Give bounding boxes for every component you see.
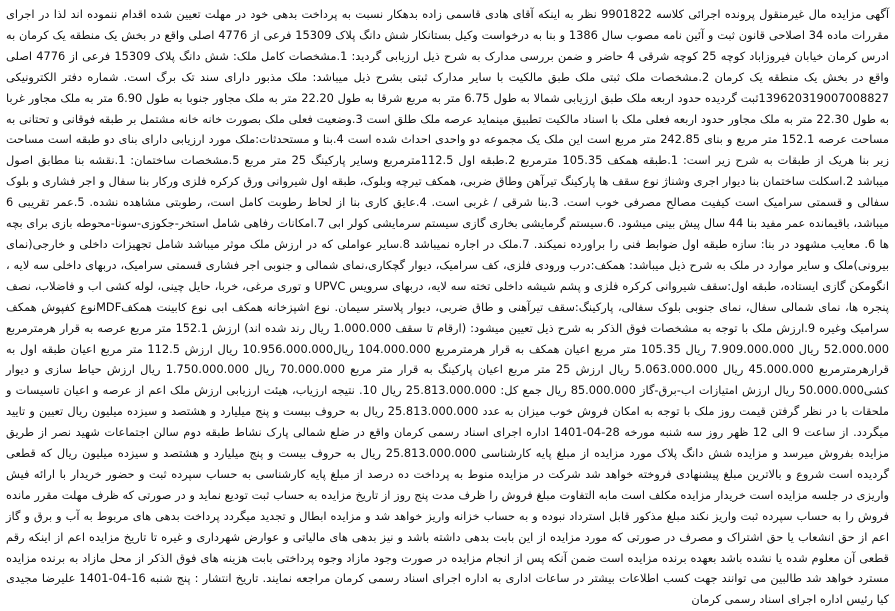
auction-notice-text: آگهی مزایده مال غیرمنقول پرونده اجرائی کلاسه 9901822 نظر به اینکه آقای هادی قاسمی زاده بدهکار نسبت به پرداخت بدهی خود در مهلت تعیین شده اقدام ننموده اند لذا در اجرای مقررات ماده 34 اصلاحی قانون ثبت و آئین نامه مصوب سال 1386 و بنا به درخواست وکیل بستانکار شش دانگ پلاک 15309 فرعی از 4776 اصلی واقع در بخش یک منطقه یک کرمان به ادرس کرمان خیابان فیروزاباد کوچه 25 کوچه شرقی 4 حاضر و ضمن بررسی مدارک به شرح ذیل ارزیابی گردید: 1.مشخصات کامل ملک: شش دانگ پلاک 15309 فرعی از 4776 اصلی واقع در بخش یک منطقه یک کرمان 2.مشخصات ملک ثبتی ملک طبق مالکیت با سایر مدارک ثبتی بشرح ذیل میباشد: ملک مذبور دارای سند تک برگ است. شماره دفتر الکترونیکی 139620319007008827ثبت گردیده حدود اربعه ملک طبق ارزیابی شمالا به طول 6.75 متر به مربع شرقا به طول 22.20 متر به ملک مجاور جنوبا به طول 6.90 متر به ملک مجاور غربا به طول 22.30 متر به ملک مجاور حدود اربعه فعلی ملک با اسناد مالکیت تطبیق مینماید عرصه ملک طلق است 3.وضعیت فعلی ملک بصورت خانه خانه مشتمل بر طبقه فوقانی و تحتانی به مساحت عرصه 152.1 متر مربع و بنای 242.85 متر مربع است این ملک یک مجموعه دو واحدی احداث شده است 4.بنا و مستحدثات:ملک مورد ارزیابی دارای بنای دو طبقه است مساحت زیر بنا هریک از طبقات به شرح زیر است: 1.طبقه همکف 105.35 مترمربع 2.طبقه اول 112.5مترمربع وسایر پارکینگ 25 متر مربع 5.مشخصات ساختمان: 1.نقشه بنا مطابق اصول میباشد 2.اسکلت ساختمان بنا دیوار اجری وشناژ نوع سقف ها پارکینگ تیرآهن وطاق ضربی، همکف تیرچه وبلوک، طبقه اول شیروانی ورق کرکره فلزی ورکار بنا سفال و اجر فشاری و بلوک سفالی و قسمتی سرامیک است کیفیت مصالح مصرفی خوب است. 3.بنا شرقی / غربی است. 4.عایق کاری بنا از لحاظ رطوبت کامل است، رطوبتی مشاهده نشده. 5.عمر تقریبی 6 میباشد، باقیمانده عمر مفید بنا 44 سال پیش بینی میشود. 6.سیستم گرمایشی بخاری گازی سیستم سرمایشی کولر ابی 7.امکانات رفاهی شامل استخر-جکوزی-سونا-محوطه بازی برای بچه ها 6. معایب مشهود در بنا: سازه طبقه اول ضوابط فنی را براورده نمیکند. 7.ملک در اجاره نمیباشد 8.سایر عواملی که در ارزش ملک موثر میباشد شامل تجهیزات داخلی و خارجی(نمای بیرونی)ملک و سایر موارد در ملک به شرح ذیل میباشد: همکف:درب ورودی فلزی، کف سرامیک، دیوار گچکاری،نمای شمالی و جنوبی اجر فشاری قسمتی سرامیک، دربهای داخلی سه لایه ، انگومکن گازی ایستاده، طبقه اول:سقف شیروانی کرکره فلزی و پشم شیشه داخلی تخته سه لایه، دربهای سرویس UPVC و توری مرغی، خربا، حایل چینی، لوله کشی اب و فاضلاب، نصف پنجره ها، نمای شمالی سفال، نمای جنوبی بلوک سفالی، پارکینگ:سقف تیرآهنی و طاق ضربی، دیوار پلاستر سیمان. نوع اشپزخانه همکف ابی نوع کابینت همکفMDFنوع کفپوش همکف سرامیک وغیره 9.ارزش ملک با توجه به مشخصات فوق الذکر به شرح ذیل تعیین میشود: (ارقام تا سقف 1.000.000 ریال رند شده اند) ارزش 152.1 متر مربع عرصه به قرار هرمترمربع 52.000.000 ریال 7.909.000.000 ریال 105.35 متر مربع اعیان همکف به قرار هرمترمربع 104.000.000 ریال10.956.000.000 ریال ارزش 112.5 متر مربع اعیان طبقه اول به قرارهرمترمربع 45.000.000 ریال 5.063.000.000 ریال ارزش 25 متر مربع اعیان پارکینگ به قرار متر مربع 70.000.000 ریال 1.750.000.000 ریال ارزش حیاط سازی و دیوار کشی50.000.000 ریال ارزش امتیازات اب-برق-گاز 85.000.000 ریال جمع کل: 25.813.000.000 ریال 10. نتیجه ارزیاب، هیئت ارزیابی ارزش ملک اعم از عرصه و اعیان تاسیسات و ملحقات با در نظر گرفتن قیمت روز ملک با توجه به امکان فروش خوب میزان به عدد 25.813.000.000 ریال به حروف بیست و پنج میلیارد و هشتصد و سیزده میلیون ریال تعیین و تایید میگردد. از ساعت 9 الی 12 ظهر روز سه شنبه مورخه 28-04-1401 اداره اجرای اسناد رسمی کرمان واقع در ضلع شمالی پارک نشاط طبقه دوم سالن اجتماعات شهید نصر از طریق مزایده بفروش میرسد و مزایده شش دانگ پلاک مورد مزایده از مبلغ پایه کارشناسی 25.813.000.000 ریال به حروف بیست و پنج میلیارد و هشتصد و سیزده میلیون ریال که قطعی گردیده است شروع و بالاترین مبلغ پیشنهادی فروخته خواهد شد شرکت در مزایده منوط به پرداخت ده درصد از مبلغ پایه کارشناسی به حساب سپرده ثبت و حضور خریدار با ارائه فیش واریزی در جلسه مزایده است خریدار مزایده مکلف است مابه التفاوت مبلغ فروش را ظرف مدت پنج روز از تاریخ مزایده به حساب ثبت تودیع نماید و در صورتی که ظرف مهلت مقرر مانده فروش را به حساب سپرده ثبت واریز نکند مبلغ مذکور قابل استرداد نبوده و به حساب خزانه واریز خواهد شد و مزایده ابطال و تجدید میگردد پرداخت بدهی های مربوط به آب و برق و گاز اعم از حق انشعاب یا حق اشتراک و مصرف در صورتی که مورد مزایده از این بابت بدهی داشته باشد و نیز بدهی های مالیاتی و عوارض شهرداری و غیره تا تاریخ مزایده اعم از اینکه رقم قطعی آن معلوم شده یا نشده باشد بعهده برنده مزایده است ضمن آنکه پس از انجام مزایده در صورت وجود مازاد وجوه پرداختی بابت هزینه های فوق الذکر از محل مازاد به برنده مزایده مسترد خواهد شد طالبین می توانند جهت کسب اطلاعات بیشتر در ساعات اداری به اداره اجرای اسناد رسمی کرمان مراجعه نمایند. تاریخ انتشار : پنج شنبه 16-04-1401 علیرضا مجیدی کیا رئیس اداره اجرای اسناد رسمی کرمان bbox=[6, 7, 890, 607]
